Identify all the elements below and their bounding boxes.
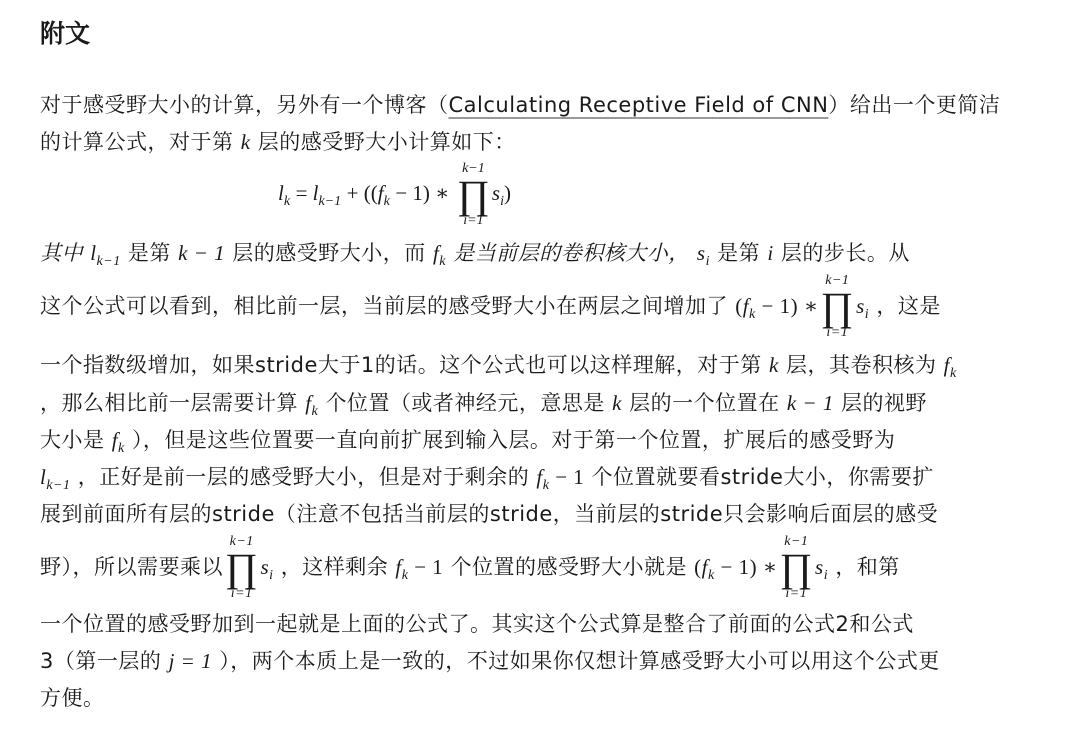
text: 层，其卷积核为 [785,353,937,377]
math-sub-k: k [283,194,291,210]
text: 3（第一层的 [40,649,162,673]
math-op: − 1 [549,465,585,489]
paragraph-line [40,350,957,389]
math-l: l [278,181,284,206]
product-lower-limit: i=1 [785,586,808,601]
paragraph-line [40,274,941,347]
text: ，和第 [835,555,900,579]
paragraph-line [40,388,927,427]
text: ，这是 [876,294,941,318]
math-sub-k: k [542,478,550,493]
math-sub-i: i [864,307,870,322]
paragraph-line [40,90,1000,120]
math-f: f [111,428,119,452]
math-op: − 1) ∗ [714,555,778,579]
text: ，这样剩余 [280,555,389,579]
text: 层的步长。从 [780,241,910,265]
math-op: − 1 [408,555,444,579]
math-f: f [701,555,709,579]
product-sign: ∏ [820,284,855,329]
math-sub-k: k [950,366,957,381]
text: 个位置的感受野大小就是 [450,555,687,579]
product-upper-limit: k−1 [229,534,254,549]
paragraph-line [40,683,105,713]
math-sub-k: k [383,194,390,210]
section-title: 附文 [40,19,91,48]
math-sub-k: k [311,404,319,419]
text: 层的感受野大小计算如下： [257,130,516,154]
math-km1: k − 1 [178,241,226,265]
math-sub-k: k [749,307,756,322]
text: 大小是 [40,428,105,452]
text: 层的感受野大小，而 [232,241,426,265]
product-upper-limit: k−1 [462,161,485,176]
paragraph-line [40,646,940,676]
text: 是当前层的卷积核大小， [453,241,690,265]
product-upper-limit: k−1 [825,273,850,288]
text: 展到前面所有层的stride（注意不包括当前层的stride，当前层的stride只会影响后面层的感受 [40,502,939,526]
paragraph-line [40,609,914,639]
math-sub-km1: k−1 [46,478,71,493]
text: 一个指数级增加，如果stride大于1的话。这个公式也可以这样理解，对于第 [40,353,762,377]
math-s: s [696,241,706,265]
text: 其中 [40,241,83,265]
text: 一个位置的感受野加到一起就是上面的公式了。其实这个公式算是整合了前面的公式2和公式 [40,612,914,636]
math-s: s [260,555,270,579]
text: 野），所以需要乘以 [40,555,223,579]
math-s: s [856,294,865,318]
product-lower-limit: i=1 [230,586,253,601]
text: ）给出一个更简洁 [828,93,1001,117]
paragraph-line [40,462,934,501]
paragraph-line [40,535,900,608]
math-sub-k: k [439,254,447,269]
text: 这个公式可以看到，相比前一层，当前层的感受野大小在两层之间增加了 [40,294,728,318]
math-sub-km1: k−1 [318,194,342,210]
text: 对于感受野大小的计算，另外有一个博客（ [40,93,449,117]
math-f: f [377,181,384,206]
product-lower-limit: i=1 [826,325,849,340]
math-sub-i: i [269,568,274,583]
math-sub-i: i [823,568,829,583]
text: 是第 [717,241,761,265]
math-l: l [312,181,319,206]
paragraph-line [40,127,516,157]
product-symbol [225,535,258,601]
math-i: i [767,241,774,265]
math-sub-k: k [118,441,125,456]
product-symbol [821,274,854,340]
text: 层的一个位置在 [629,391,780,415]
text: 个位置（或者神经元，意思是 [325,391,605,415]
text: 层的视野 [841,391,928,415]
math-f: f [536,465,543,489]
math-op: ( [735,294,743,318]
math-sub-i: i [705,254,710,269]
text: 的计算公式，对于第 [40,130,234,154]
math-op: ( [694,555,702,579]
math-l: l [90,241,97,265]
blog-link[interactable]: Calculating Receptive Field of CNN [448,93,829,117]
math-op: − 1) ∗ [395,181,450,206]
math-op: + (( [346,181,378,206]
product-symbol [780,535,813,601]
product-sign: ∏ [225,545,259,590]
text: 个位置就要看stride大小，你需要扩 [591,465,934,489]
product-upper-limit: k−1 [784,534,809,549]
product-symbol [457,162,490,228]
text: ，正好是前一层的感受野大小，但是对于剩余的 [77,465,530,489]
math-s: s [815,555,824,579]
math-f: f [395,555,402,579]
math-l: l [40,465,47,489]
math-sub-k: k [401,568,409,583]
paragraph-line [40,238,910,277]
paragraph-line [40,425,895,464]
text: 方便。 [40,686,105,710]
math-sub-km1: k−1 [96,254,121,269]
text: 是第 [127,241,171,265]
receptive-field-formula [278,162,511,228]
math-sub-k: k [708,568,715,583]
math-op: ) [503,181,511,206]
math-k: k [768,353,779,377]
product-sign: ∏ [456,172,490,217]
paragraph-line [40,499,938,529]
text: ，那么相比前一层需要计算 [40,391,298,415]
math-sub-i: i [500,194,504,210]
math-op: = [295,181,313,206]
math-f: f [432,241,440,265]
text: ），两个本质上是一致的，不过如果你仅想计算感受野大小可以用这个公式更 [219,649,940,673]
math-f: f [305,391,312,415]
product-sign: ∏ [779,545,814,590]
math-f: f [742,294,750,318]
text: ），但是这些位置要一直向前扩展到输入层。对于第一个位置，扩展后的感受野为 [131,428,896,452]
math-op: − 1) ∗ [755,294,819,318]
math-k: k [612,391,622,415]
math-k: k [240,130,251,154]
math-j-eq-1: j = 1 [168,649,213,673]
math-f: f [943,353,950,377]
product-lower-limit: i=1 [463,213,484,228]
math-km1: k − 1 [786,391,834,415]
math-s: s [491,181,501,206]
